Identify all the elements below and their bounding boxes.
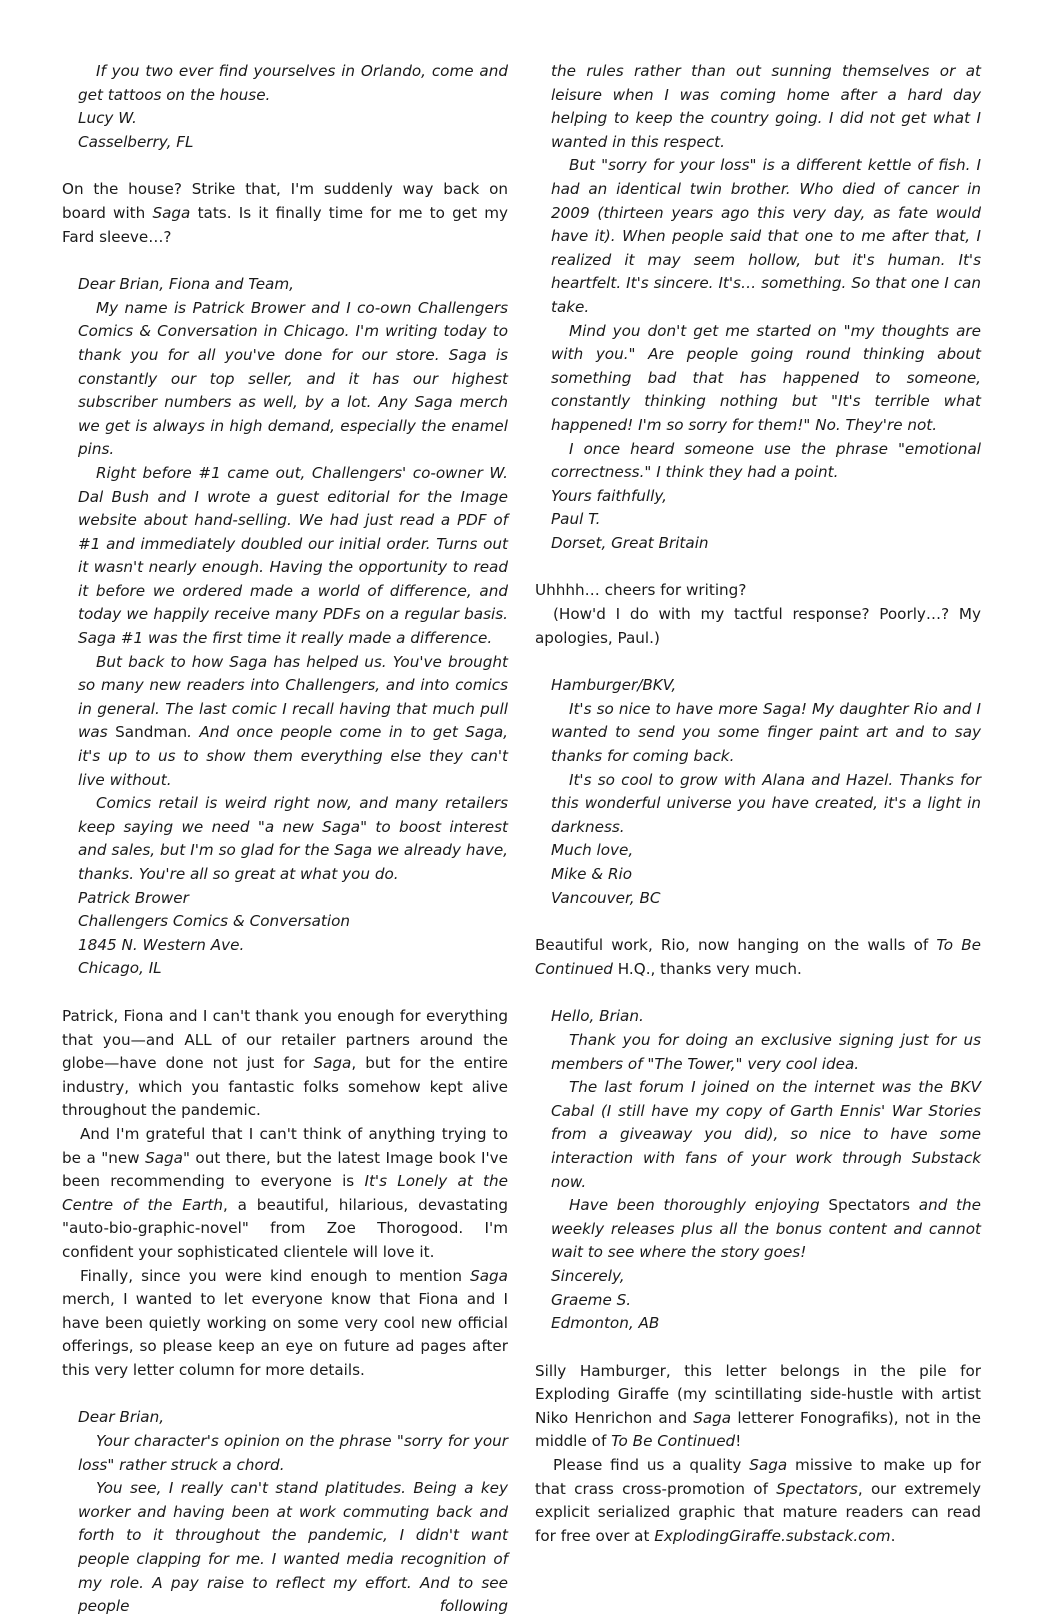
- signature-line: Sincerely,: [551, 1266, 625, 1285]
- letter-paragraph: It's so cool to grow with Alana and Hazel. Thanks for this wonderful universe you have created, it's a light in darkness.: [551, 770, 981, 836]
- reply-to-graeme: [535, 1360, 981, 1549]
- letter-paragraph: the rules rather than out sunning themselves or at leisure when I was coming home after a hard day helping to keep the country going. I did not get what I wanted in this respect.: [551, 62, 981, 151]
- letter-paragraph: But back to how Saga has helped us. You've brought so many new readers into Challengers, and into comics in general. The last comic I recall having that much pull was Sandman. And once people come in to get Saga, it's up to us to show them everything else they can't live without.: [78, 652, 509, 789]
- reply-paragraph: Silly Hamburger, this letter belongs in the pile for Exploding Giraffe (my scintillating side-hustle with artist Niko Henrichon and Saga letterer Fonografiks), not in the middle of To Be Continued!: [535, 1361, 981, 1451]
- reply-paragraph: Finally, since you were kind enough to mention Saga merch, I wanted to let everyone know that Fiona and I have been quietly working on some very cool new official offerings, so please keep an eye on future ad pages after this very letter column for more details.: [62, 1266, 508, 1379]
- signature-line: Much love,: [551, 841, 634, 860]
- letter-paragraph: Have been thoroughly enjoying Spectators and the weekly releases plus all the bonus content and cannot wait to see where the story goes!: [551, 1196, 981, 1262]
- signature-line: Chicago, IL: [78, 959, 162, 978]
- letter-paragraph: Mind you don't get me started on "my thoughts are with you." Are people going round thinking about something bad that has happened to someone, constantly thinking nothing but "It's terrible what happened! I'm so sorry for them!" No. They're not.: [551, 321, 981, 434]
- signature-line: Paul T.: [551, 510, 601, 529]
- letter-paragraph: I once heard someone use the phrase "emotional correctness." I think they had a point.: [551, 439, 981, 482]
- letter-paul-continued: [535, 60, 981, 555]
- reply-paragraph: Beautiful work, Rio, now hanging on the walls of To Be Continued H.Q., thanks very much.: [535, 936, 981, 978]
- signature-line: Patrick Brower: [78, 888, 189, 907]
- letter-paragraph: If you two ever find yourselves in Orlando, come and get tattoos on the house.: [78, 62, 508, 104]
- reply-to-lucy: [62, 178, 508, 249]
- letter-paragraph: But "sorry for your loss" is a different kettle of fish. I had an identical twin brother. Who died of cancer in 2009 (thirteen years ago this very day, as fate would have it). When people said that one to me after that, I realized it may seem hollow, but it's human. It's heartfelt. It's sincere. It's… something. So that one I can take.: [551, 156, 981, 316]
- signature-line: Lucy W.: [78, 109, 137, 128]
- reply-paragraph: Please find us a quality Saga missive to make up for that crass cross-promotion of Spectators, our extremely explicit serialized graphic that mature readers can read for free over at ExplodingGiraffe.substack.com.: [535, 1456, 982, 1545]
- letter-mike-rio: [535, 674, 981, 910]
- reply-paragraph: On the house? Strike that, I'm suddenly way back on board with Saga tats. Is it finally time for me to get my Fard sleeve…?: [62, 180, 509, 246]
- signature-line: Edmonton, AB: [551, 1314, 660, 1333]
- reply-paragraph: And I'm grateful that I can't think of anything trying to be a "new Saga" out there, but the latest Image book I've been recommending to everyone is It's Lonely at the Centre of the Earth, a beautiful, hilarious, devastating "auto-bio-graphic-novel" from Zoe Thorogood. I'm confident your sophisticated clientele will love it.: [62, 1124, 509, 1261]
- reply-paragraph: (How'd I do with my tactful response? Poorly…? My apologies, Paul.): [535, 605, 981, 647]
- letter-graeme: [535, 1005, 981, 1335]
- signature-line: Casselberry, FL: [78, 132, 194, 151]
- letter-paragraph: My name is Patrick Brower and I co-own Challengers Comics & Conversation in Chicago. I'm writing today to thank you for all you've done for our store. Saga is constantly our top seller, and it has our highest subscriber numbers as well, by a lot. Any Saga merch we get is always in high demand, especially the enamel pins.: [78, 298, 508, 459]
- letter-paragraph: It's so nice to have more Saga! My daughter Rio and I wanted to send you some finger paint art and to say thanks for coming back.: [551, 699, 981, 766]
- letter-patrick: [62, 273, 508, 981]
- letter-paragraph: Your character's opinion on the phrase "sorry for your loss" rather struck a chord.: [78, 1432, 508, 1474]
- letter-salutation: Dear Brian, Fiona and Team,: [78, 275, 294, 294]
- reply-to-paul: [535, 579, 981, 650]
- letter-salutation: Dear Brian,: [78, 1408, 165, 1427]
- letter-paragraph: You see, I really can't stand platitudes. Being a key worker and having been at work commuting back and forth to it throughout the pandemic, I didn't want people clapping for me. I wanted media recognition of my role. A pay raise to reflect my effort. And to see people following: [78, 1479, 508, 1616]
- signature-line: Yours faithfully,: [551, 486, 668, 505]
- signature-line: Mike & Rio: [551, 865, 633, 883]
- signature-line: Challengers Comics & Conversation: [78, 912, 350, 931]
- signature-line: Vancouver, BC: [551, 888, 661, 907]
- reply-paragraph: Patrick, Fiona and I can't thank you enough for everything that you—and ALL of our retailer partners around the globe—have done not just for Saga, but for the entire industry, which you fantastic folks somehow kept alive throughout the pandemic.: [62, 1006, 508, 1120]
- left-column: [62, 60, 508, 1619]
- signature-line: 1845 N. Western Ave.: [78, 935, 245, 954]
- right-column: [535, 60, 981, 1548]
- letter-lucy: [62, 60, 508, 154]
- letter-paragraph: Comics retail is weird right now, and many retailers keep saying we need "a new Saga" to boost interest and sales, but I'm so glad for the Saga we already have, thanks. You're all so great at what you do.: [78, 794, 508, 883]
- letter-paragraph: The last forum I joined on the internet was the BKV Cabal (I still have my copy of Garth Ennis' War Stories from a giveaway you did), so nice to have some interaction with fans of your work through Substack now.: [551, 1078, 981, 1191]
- reply-to-rio: [535, 934, 981, 981]
- letter-paragraph: Right before #1 came out, Challengers' co-owner W. Dal Bush and I wrote a guest editorial for the Image website about hand-selling. We had just read a PDF of #1 and immediately doubled our initial order. Turns out it wasn't nearly enough. Having the opportunity to read it before we ordered made a world of difference, and today we happily receive many PDFs on a regular basis. Saga #1 was the first time it really made a difference.: [78, 463, 508, 648]
- letter-salutation: Hello, Brian.: [551, 1007, 644, 1026]
- reply-to-patrick: [62, 1005, 508, 1383]
- signature-line: Graeme S.: [551, 1290, 632, 1309]
- reply-paragraph: Uhhhh… cheers for writing?: [535, 581, 747, 600]
- letter-paragraph: Thank you for doing an exclusive signing just for us members of "The Tower," very cool idea.: [551, 1030, 981, 1073]
- letter-paul: [62, 1406, 508, 1618]
- signature-line: Dorset, Great Britain: [551, 533, 709, 552]
- letter-salutation: Hamburger/BKV,: [551, 676, 677, 695]
